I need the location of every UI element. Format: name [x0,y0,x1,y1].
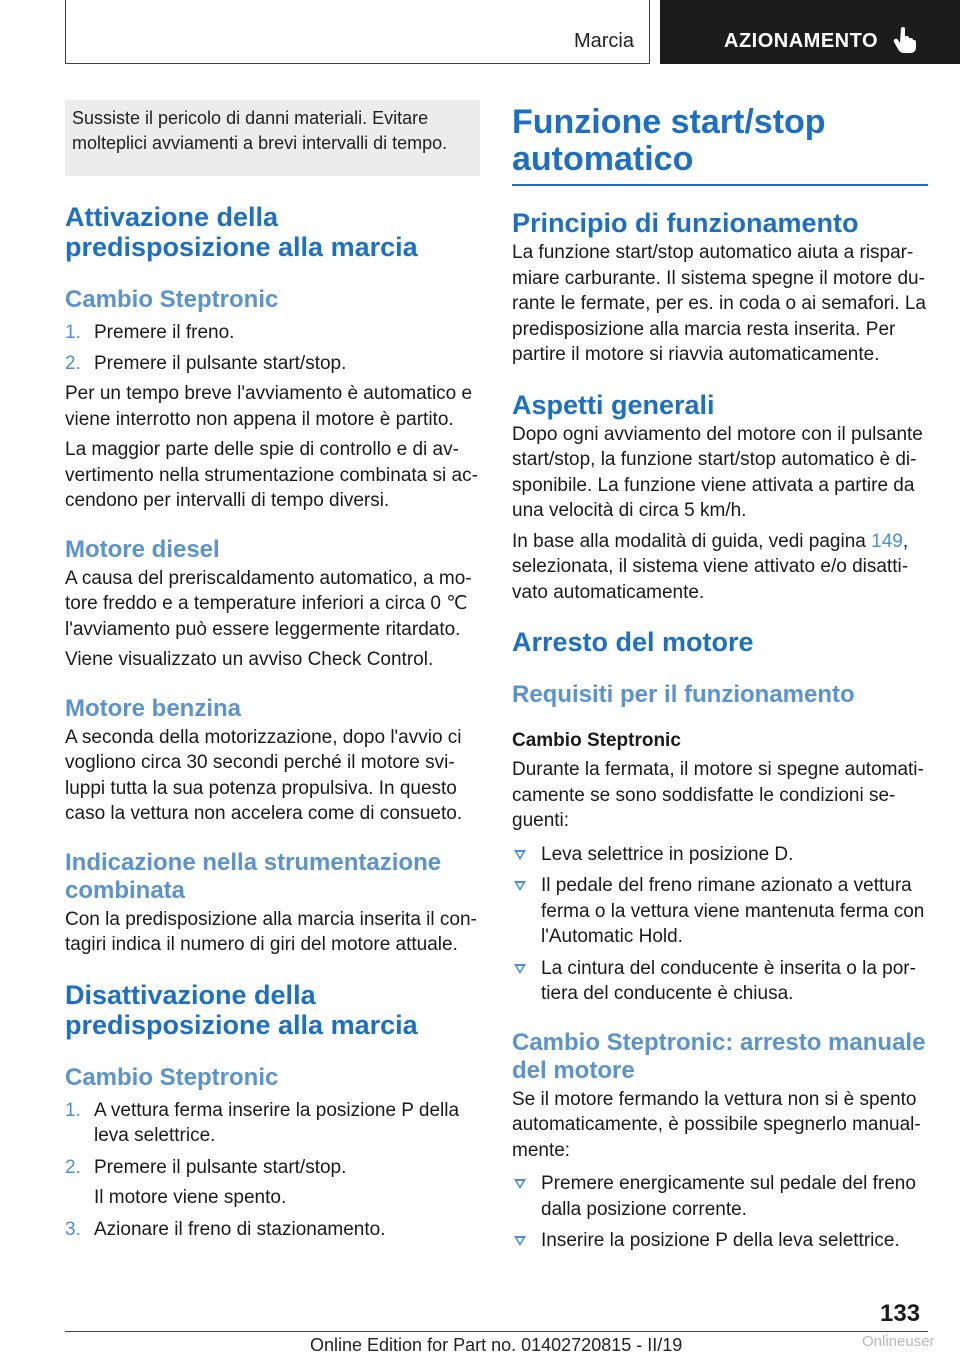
paragraph-principle: La funzione start/stop automatico aiuta a rispar-miare carburante. Il sistema spegne il motore du-rante le fermate, per es. in coda o ai semafori. La predisposizione alla marcia resta inserita. Per partire il motore si riavvia automaticamente. [512,242,926,365]
header-chapter-label: AZIONAMENTO [724,30,879,52]
triangle-bullet-icon [514,1236,526,1246]
list-item-subtext [65,1185,480,1211]
triangle-bullet-icon [514,964,526,974]
step-number: 2. [65,352,81,374]
heading-steptronic-requirements: Cambio Steptronic [512,730,681,751]
footer-edition: Online Edition for Part no. 01402720815 - II/19 [310,1335,683,1355]
list-item [512,956,928,1007]
bullet-text: Leva selettrice in posizione D. [541,843,794,865]
step-text: Premere il pulsante start/stop. [94,352,347,374]
heading-manual-stop: Cambio Steptronic: arresto manuale del motore [512,1028,926,1084]
heading-general: Aspetti generali [512,389,715,420]
list-item [65,1155,480,1181]
header-frame [65,0,650,64]
paragraph-check-control: Viene visualizzato un avviso Check Control. [65,649,434,670]
heading-requirements: Requisiti per il funzionamento [512,681,855,708]
triangle-bullet-icon [514,1179,526,1189]
header-chapter-tab [660,0,960,64]
heading-steptronic-1: Cambio Steptronic [65,286,279,313]
list-item [512,1171,928,1222]
triangle-bullet-icon [514,881,526,891]
paragraph-indication: Con la predisposizione alla marcia inserita il con-tagiri indica il numero di giri del motore attuale. [65,908,477,955]
paragraph-general: Dopo ogni avviamento del motore con il pulsante start/stop, la funzione start/stop automatico è di-sponibile. La funzione viene attivata a partire da una velocità di circa 5 km/h. [512,423,923,521]
mode-text-before: In base alla modalità di guida, vedi pagina [512,530,872,552]
heading-steptronic-2: Cambio Steptronic [65,1063,279,1091]
heading-indication: Indicazione nella strumentazione combinata [65,848,442,904]
bullet-text: La cintura del conducente è inserita o la por-tiera del conducente è chiusa. [541,957,916,1004]
bullet-text: Il pedale del freno rimane azionato a vettura ferma o la vettura viene mantenuta ferma con l'Automatic Hold. [541,875,925,947]
warning-box: Sussiste il pericolo di danni materiali. Evitare molteplici avviamenti a brevi intervalli di tempo. [65,100,480,176]
paragraph-diesel: A causa del preriscaldamento automatico, a mo-tore freddo e a temperature inferiori a circa 0 ℃ l'avviamento può essere leggermente ritardato. [65,567,472,640]
heading-deactivation: Disattivazione della predisposizione alla marcia [65,979,418,1040]
paragraph-petrol: A seconda della motorizzazione, dopo l'avvio ci vogliono circa 30 secondi perché il motore svi-luppi tutta la sua potenza propulsiva. In questo caso la vettura non accelera come di consueto. [65,726,463,824]
paragraph-mode [512,529,928,606]
footer-rule [65,1331,928,1332]
heading-diesel: Motore diesel [65,535,220,563]
list-item [512,873,928,950]
list-item [512,842,928,868]
heading-activation: Attivazione della predisposizione alla marcia [65,202,418,262]
step-text: Azionare il freno di stazionamento. [94,1218,386,1240]
list-item [65,1217,480,1243]
step-number: 1. [65,322,81,343]
hand-pointer-icon [892,26,918,54]
paragraph-manual-stop: Se il motore fermando la vettura non si è spento automaticamente, è possibile spegnerlo manual-mente: [512,1088,921,1161]
step-subtext: Il motore viene spento. [94,1187,287,1208]
heading-stop: Arresto del motore [512,627,754,657]
triangle-bullet-icon [514,850,526,860]
header-section-title: Marcia [573,30,634,52]
step-text: Premere il pulsante start/stop. [94,1156,347,1178]
step-number: 1. [65,1099,81,1121]
heading-main: Funzione start/stop automatico [512,103,826,178]
heading-principle: Principio di funzionamento [512,208,859,238]
bullet-text: Premere energicamente sul pedale del freno dalla posizione corrente. [541,1173,916,1220]
step-number: 3. [65,1218,81,1240]
step-text: Premere il freno. [94,322,235,343]
footer-watermark: Onlineuser [862,1333,935,1350]
step-text: A vettura ferma inserire la posizione P della leva selettrice. [94,1099,460,1146]
mode-text-after: , selezionata, il sistema viene attivato e/o disatti-vato automaticamente. [512,530,909,603]
bullet-text: Inserire la posizione P della leva selettrice. [541,1230,900,1251]
list-item [512,1228,928,1254]
list-item [65,351,480,377]
paragraph-lights: La maggior parte delle spie di controllo e di av-vertimento nella strumentazione combinata si ac-cendono per intervalli di tempo diversi. [65,439,478,511]
right-column [512,100,928,1254]
step-number: 2. [65,1156,81,1178]
page-reference-link[interactable]: 149 [871,530,903,552]
page-number: 133 [880,1300,921,1327]
paragraph-requirements: Durante la fermata, il motore si spegne automati-camente se sono soddisfatte le condizioni se-guenti: [512,759,924,831]
heading-petrol: Motore benzina [65,694,242,722]
left-column [65,100,480,1242]
list-item [65,320,480,346]
paragraph-auto-start: Per un tempo breve l'avviamento è automatico e viene interrotto non appena il motore è partito. [65,383,473,430]
list-item [65,1098,480,1149]
